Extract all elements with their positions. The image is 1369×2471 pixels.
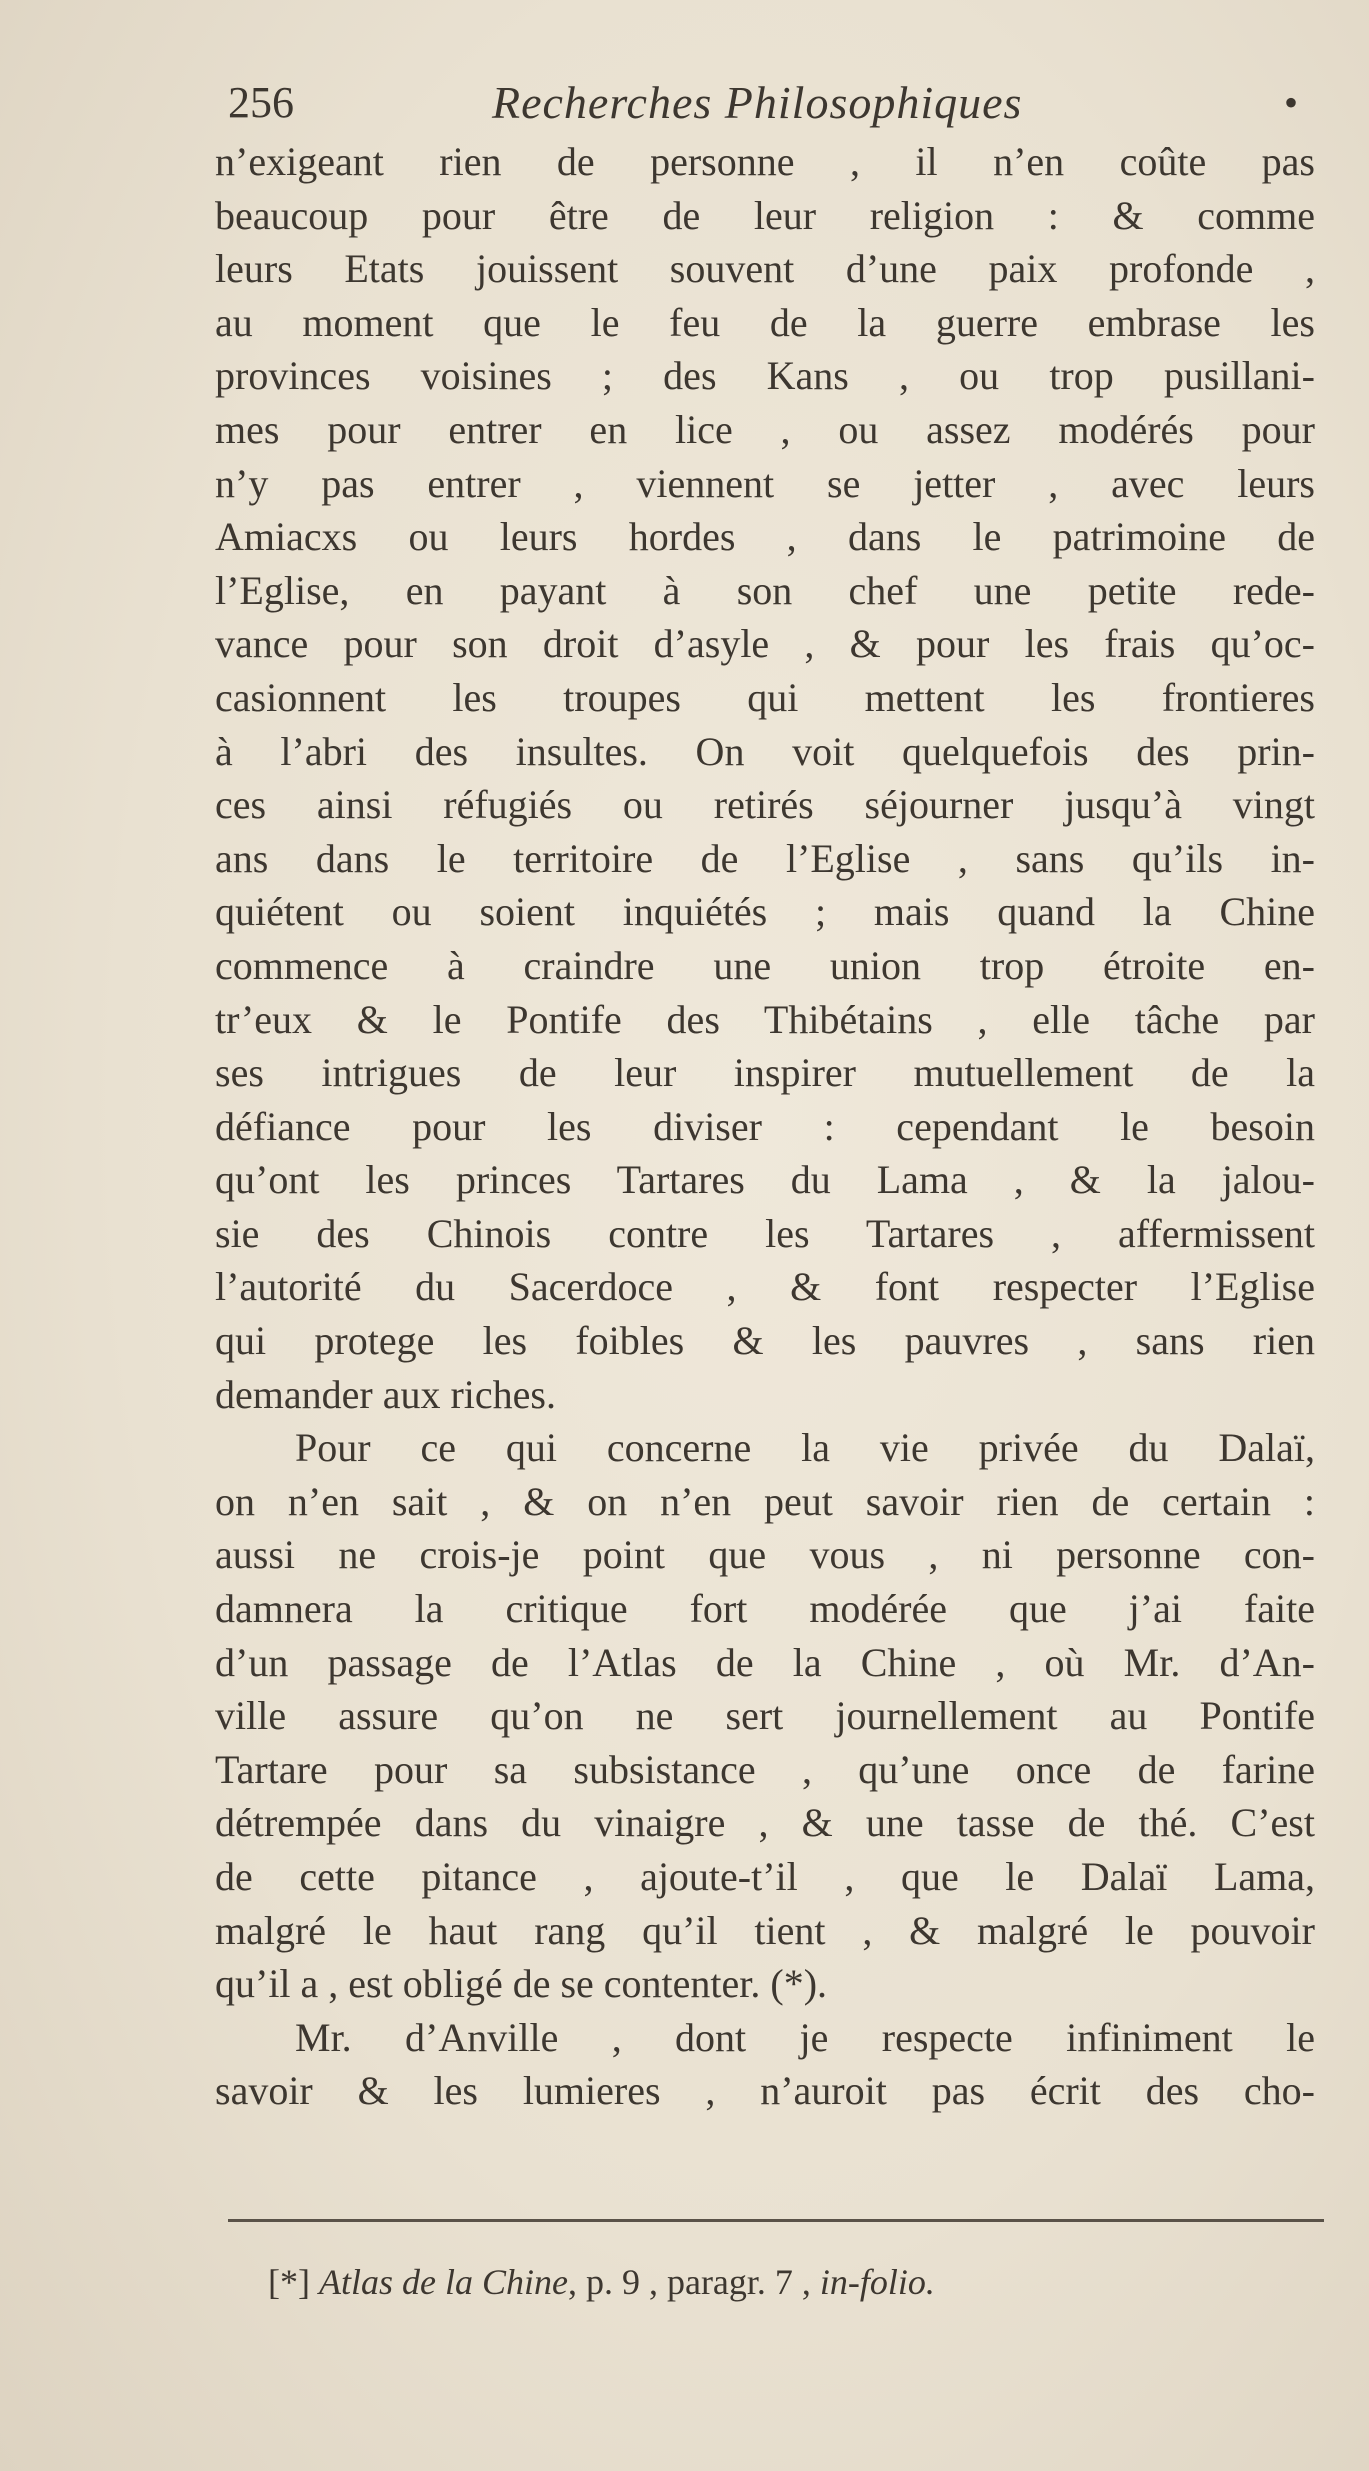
text-line: l’Eglise, en payant à son chef une petite rede- (215, 567, 1315, 613)
body-text (215, 135, 1315, 2118)
text-line: ans dans le territoire de l’Eglise , sans qu’ils in- (215, 835, 1315, 881)
page-header (222, 68, 1312, 138)
text-line: savoir & les lumieres , n’auroit pas écrit des cho- (215, 2068, 1315, 2114)
text-line: l’autorité du Sacerdoce , & font respecter l’Eglise (215, 1264, 1315, 1310)
text-line: ville assure qu’on ne sert journellement au Pontife (215, 1693, 1315, 1739)
text-line: à l’abri des insultes. On voit quelquefois des prin- (215, 728, 1315, 774)
text-line: d’un passage de l’Atlas de la Chine , où Mr. d’An- (215, 1639, 1315, 1685)
text-line: ces ainsi réfugiés ou retirés séjourner jusqu’à vingt (215, 782, 1315, 828)
text-line: aussi ne crois-je point que vous , ni personne con- (215, 1532, 1315, 1578)
footnote-reference: , p. 9 , paragr. 7 , (567, 2262, 811, 2302)
text-line: leurs Etats jouissent souvent d’une paix profonde , (215, 246, 1315, 292)
text-line: demander aux riches. (215, 1371, 556, 1417)
footnote-marker: [*] (268, 2262, 310, 2302)
text-line: sie des Chinois contre les Tartares , affermissent (215, 1210, 1315, 1256)
footnote-format: in-folio. (819, 2262, 935, 2302)
running-title: Recherches Philosophiques (492, 77, 1023, 128)
text-line: on n’en sait , & on n’en peut savoir rien de certain : (215, 1478, 1315, 1524)
text-line: qui protege les foibles & les pauvres , sans rien (215, 1318, 1315, 1364)
footnote (268, 2252, 1328, 2312)
text-line: malgré le haut rang qu’il tient , & malgré le pouvoir (215, 1907, 1315, 1953)
text-line: ses intrigues de leur inspirer mutuellement de la (215, 1050, 1315, 1096)
footnote-source-title: Atlas de la Chine (318, 2262, 568, 2302)
text-line: au moment que le feu de la guerre embrase les (215, 299, 1315, 345)
page-number: 256 (228, 78, 294, 127)
text-line: Tartare pour sa subsistance , qu’une once de farine (215, 1746, 1315, 1792)
text-line: qu’ont les princes Tartares du Lama , & la jalou- (215, 1157, 1315, 1203)
text-line: Amiacxs ou leurs hordes , dans le patrimoine de (215, 514, 1315, 560)
text-line: tr’eux & le Pontife des Thibétains , elle tâche par (215, 996, 1315, 1042)
text-line: casionnent les troupes qui mettent les frontieres (215, 674, 1315, 720)
text-line: défiance pour les diviser : cependant le besoin (215, 1103, 1315, 1149)
text-line: mes pour entrer en lice , ou assez modérés pour (215, 406, 1315, 452)
text-line: vance pour son droit d’asyle , & pour les frais qu’oc- (215, 621, 1315, 667)
text-line: n’y pas entrer , viennent se jetter , avec leurs (215, 460, 1315, 506)
text-line: commence à craindre une union trop étroite en- (215, 942, 1315, 988)
text-line: qu’il a , est obligé de se contenter. (*). (215, 1961, 828, 2007)
text-line: de cette pitance , ajoute-t’il , que le Dalaï Lama, (215, 1854, 1315, 1899)
text-line: détrempée dans du vinaigre , & une tasse de thé. C’est (215, 1800, 1315, 1846)
text-line: Pour ce qui concerne la vie privée du Dalaï, (295, 1425, 1315, 1471)
text-line: provinces voisines ; des Kans , ou trop pusillani- (215, 353, 1315, 399)
text-line: quiétent ou soient inquiétés ; mais quand la Chine (215, 889, 1315, 935)
text-line: Mr. d’Anville , dont je respecte infiniment le (295, 2014, 1315, 2060)
text-line: damnera la critique fort modérée que j’ai faite (215, 1586, 1315, 1632)
header-mark: • (1284, 80, 1299, 125)
footnote-rule (228, 2219, 1324, 2222)
text-line: n’exigeant rien de personne , il n’en coûte pas (215, 139, 1315, 184)
text-line: beaucoup pour être de leur religion : & comme (215, 192, 1315, 238)
